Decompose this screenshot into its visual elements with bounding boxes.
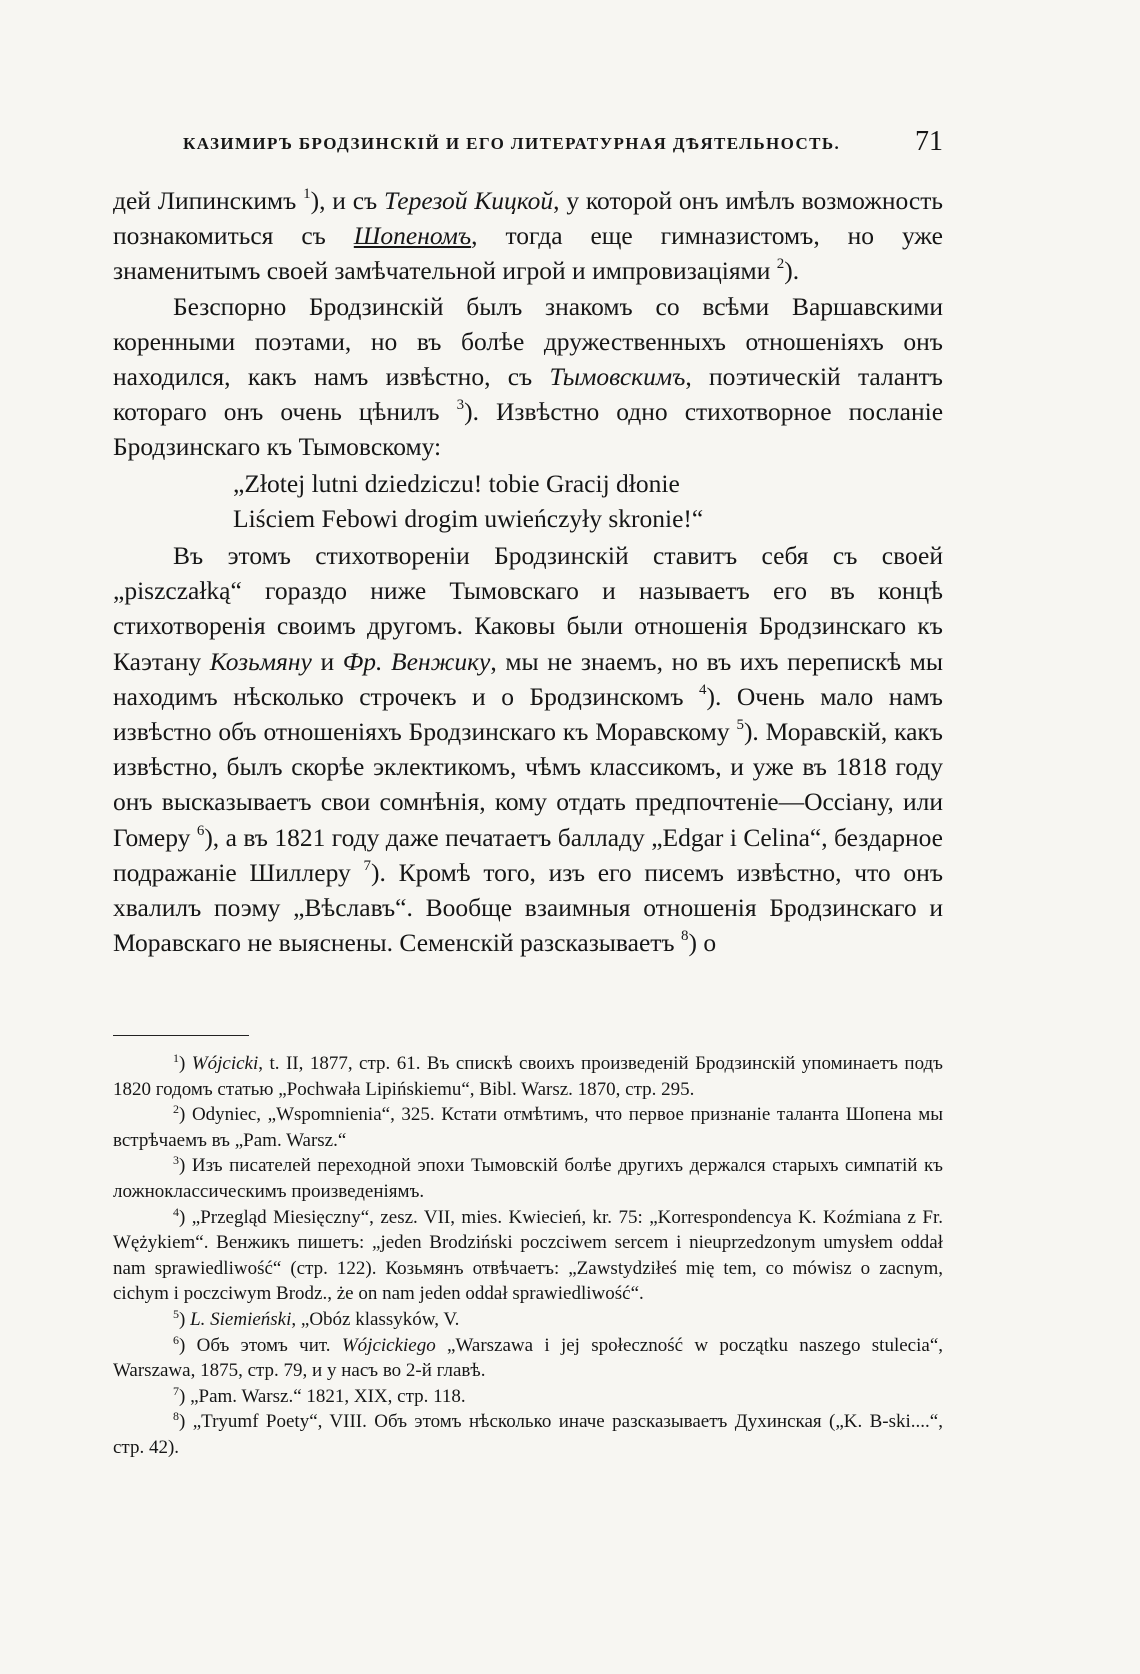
main-text [113,183,943,960]
footnote-text: „Warszawa i jej społeczność w początku naszego stulecia“, Warszawa, 1875, стр. 79, и у насъ во 2-й главѣ. [113,1334,944,1382]
footnote [113,1205,943,1307]
text-run: ). Кромѣ того, изъ его писемъ извѣстно, что онъ хвалилъ поэму „Вѣславъ“. Вообще взаимныя отношенія Бродзинскаго и Моравскаго не выяснены. Семенскій разсказываетъ [113,857,944,958]
text-run: , мы не знаемъ, но въ ихъ перепискѣ мы находимъ нѣсколько строчекъ и о Бродзинскомъ [113,646,943,711]
footnote-italic: L. Siemieński [190,1308,292,1330]
page-header [183,122,943,162]
footnote [113,1409,943,1460]
footnote-mark: 6 [173,1332,179,1347]
paragraph-3 [113,538,943,960]
footnote-text: ) [179,1053,192,1074]
paragraph-1 [113,183,943,289]
footnote-mark: 2 [173,1102,179,1117]
footnote [113,1102,943,1153]
footnote-italic: Wójcicki [191,1053,259,1074]
footnote-mark: 5 [173,1306,179,1321]
text-run: ), а въ 1821 году даже печатаетъ балладу „Edgar i Celina“, бездарное подражаніе Шиллеру [113,822,943,887]
footnote-text: ) Объ этомъ чит. [179,1334,342,1356]
footnote-ref: 8 [680,928,689,945]
poem-line: Liściem Febowi drogim uwieńczyły skronie!“ [233,503,704,533]
text-run: ). Моравскій, какъ извѣстно, былъ скорѣе эклектикомъ, чѣмъ классикомъ, и уже въ 1818 году онъ высказываетъ свои сомнѣнія, кому отдать предпочтеніе—Оссіану, или Гомеру [113,717,943,852]
italic-name: Козьмяну [209,646,312,676]
text-run: ), и съ [310,186,385,215]
text-run: Безспорно Бродзинскій былъ знакомъ со всѣми Варшавскими коренными поэтами, но въ болѣе дружественныхъ отношеніяхъ онъ находился, какъ намъ извѣстно, съ [113,291,943,392]
footnote-mark: 4 [173,1204,179,1219]
italic-name: Тымовскимъ [549,362,686,392]
text-run: , у которой онъ имѣлъ возможность познакомиться съ [113,186,943,251]
italic-name: Шопеномъ [353,221,472,251]
text-run: , поэтическій талантъ котораго онъ очень цѣнилъ [113,362,943,427]
running-title: КАЗИМИРЪ БРОДЗИНСКІЙ И ЕГО ЛИТЕРАТУРНАЯ ДѢЯТЕЛЬНОСТЬ. [183,134,841,153]
italic-name: Фр. Венжику [342,646,491,676]
text-run: Въ этомъ стихотвореніи Бродзинскій ставитъ себя съ своей „piszczałką“ гораздо ниже Тымовскаго и называетъ его въ концѣ стихотворенія своимъ другомъ. Каковы были отношенія Бродзинскаго къ Каэтану [113,541,943,676]
footnote [113,1153,943,1204]
footnote-text: , „Obóz klassyków, V. [291,1308,460,1330]
footnote-ref: 1 [303,186,311,202]
text-run: , тогда еще гимназистомъ, но уже знаменитымъ своей замѣчательной игрой и импровизаціями [113,221,943,286]
footnote-ref: 2 [776,256,785,273]
footnote [113,1051,943,1102]
footnote-mark: 7 [173,1383,179,1398]
italic-name: Терезой Кицкой [384,186,554,215]
footnote [113,1384,943,1410]
footnote-divider [113,1035,249,1036]
footnote-ref: 7 [363,857,371,874]
footnote-italic: Wójcickiego [341,1334,436,1356]
text-run: ). Извѣстно одно стихотворное посланіе Бродзинскаго къ Тымовскому: [113,397,944,462]
text-run: дей Липинскимъ [113,186,304,215]
text-run: и [311,646,343,676]
footnote-mark: 1 [173,1051,179,1065]
paragraph-2 [113,289,943,465]
poem-quote [113,466,943,536]
footnote-text: ) [179,1308,191,1330]
footnote-text: ) „Przegląd Miesięczny“, zesz. VII, mies. Kwiecień, kr. 75: „Korrespondencya K. Koźmiana z Fr. Wężykiem“. Венжикъ пишетъ: „jeden Brodziński poczciwem sercem i nieuprzedzonym umysłem oddał nam sprawiedliwość“ (стр. 122). Козьмянъ отвѣчаетъ: „Zawstydziłeś mię tem, co mówisz o zacnym, cichym i poczciwym Brodz., że on nam jeden oddał sprawiedliwość“. [113,1206,943,1305]
footnote-text: ) Odyniec, „Wspomnienia“, 325. Кстати отмѣтимъ, что первое признаніе таланта Шопена мы встрѣчаемъ въ „Pam. Warsz.“ [113,1104,943,1151]
footnote-ref: 6 [196,822,205,839]
footnote-text: ) Изъ писателей переходной эпохи Тымовскій болѣе другихъ держался старыхъ симпатій къ ложноклассическимъ произведеніямъ. [113,1155,943,1202]
text-run: ). [784,256,800,286]
footnote-text: , t. II, 1877, стр. 61. Въ спискѣ своихъ произведеній Бродзинскій упоминаетъ подъ 1820 годомъ статью „Pochwała Lipińskiemu“, Bibl. Warsz. 1870, стр. 295. [113,1053,944,1100]
footnotes [113,1051,943,1461]
text-run: ) о [688,928,717,958]
text-run: ). Очень мало намъ извѣстно объ отношеніяхъ Бродзинскаго къ Моравскому [113,681,943,747]
page-number: 71 [915,126,943,157]
poem-line: „Złotej lutni dziedziczu! tobie Gracij dłonie [233,468,680,498]
footnote-text: ) „Tryumf Poety“, VIII. Объ этомъ нѣсколько иначе разсказываетъ Духинская („K. B-ski....“, стр. 42). [113,1411,943,1458]
footnote-mark: 8 [173,1409,179,1424]
footnote-ref: 5 [736,717,744,734]
footnote [113,1333,943,1384]
footnote [113,1307,943,1333]
footnote-mark: 3 [173,1153,179,1168]
footnote-text: ) „Pam. Warsz.“ 1821, XIX, стр. 118. [179,1385,466,1407]
footnote-ref: 4 [699,681,707,698]
footnote-ref: 3 [456,397,465,414]
